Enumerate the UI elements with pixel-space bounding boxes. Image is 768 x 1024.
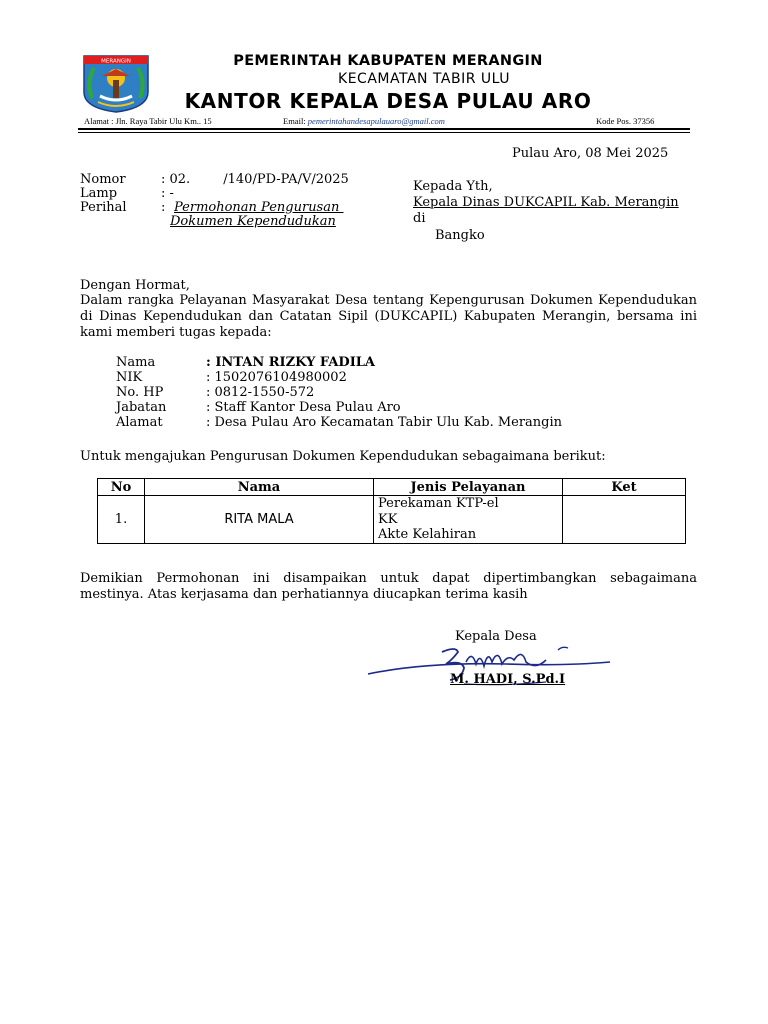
row-ket (563, 496, 686, 544)
email-label: Email: (283, 116, 306, 126)
letterhead-government: PEMERINTAH KABUPATEN MERANGIN (233, 53, 543, 69)
detail-label-nama: Nama (116, 355, 156, 370)
recipient-office: Kepala Dinas DUKCAPIL Kab. Merangin (413, 195, 679, 210)
header-no: No (98, 479, 145, 496)
letterhead-office: KANTOR KEPALA DESA PULAU ARO (184, 89, 592, 113)
greeting: Dengan Hormat, (80, 278, 190, 293)
row-no: 1. (98, 496, 145, 544)
detail-value-alamat: : Desa Pulau Aro Kecamatan Tabir Ulu Kab. Merangin (206, 415, 563, 430)
detail-value-hp: : 0812-1550-572 (206, 385, 315, 400)
service-table (97, 478, 686, 544)
logo-banner-text: MERANGIN (101, 58, 131, 65)
letterhead-email-row (283, 116, 445, 126)
letterhead-rule-thin (78, 132, 690, 133)
letterhead-postal-code: Kode Pos. 37356 (596, 116, 655, 126)
lamp-label: Lamp (80, 186, 118, 201)
detail-value-nik: : 1502076104980002 (206, 370, 347, 385)
closing-paragraph: Demikian Permohonan ini disampaikan untuk dapat dipertimbangkan sebagaimana mestinya. Atas kerjasama dan perhatiannya diucapkan terima kasih (80, 571, 697, 602)
perihal-line1: Permohonan Pengurusan (174, 200, 344, 215)
service-kk: KK (378, 511, 398, 527)
detail-label-nik: NIK (116, 370, 143, 385)
detail-values (206, 355, 686, 430)
detail-label-jabatan: Jabatan (116, 400, 167, 415)
email-address: pemerintahandesapulauaro@gmail.com (307, 116, 445, 126)
service-akte: Akte Kelahiran (378, 527, 477, 542)
lamp-value: : - (161, 186, 174, 201)
table-header-row (98, 479, 686, 496)
perihal-line2: Dokumen Kependudukan (170, 214, 336, 229)
body-paragraph-1: Dalam rangka Pelayanan Masyarakat Desa tentang Kepengurusan Dokumen Kependudukan di Dinas Kependudukan dan Catatan Sipil (DUKCAPIL) Kabupaten Merangin, bersama ini kami memberi tugas kepada: (80, 293, 697, 340)
nomor-value: : 02. /140/PD-PA/V/2025 (161, 172, 349, 187)
recipient-salutation: Kepada Yth, (413, 179, 493, 194)
recipient-di: di (413, 211, 426, 226)
row-nama: RITA MALA (145, 496, 374, 544)
nomor-label: Nomor (80, 172, 126, 187)
signature-title: Kepala Desa (455, 629, 537, 644)
regency-logo (80, 52, 152, 114)
row-services (374, 496, 563, 544)
letterhead-rule-thick (78, 128, 690, 130)
perihal-colon: : (161, 200, 166, 215)
letterhead-district: KECAMATAN TABIR ULU (338, 71, 510, 87)
service-ktp: Perekaman KTP-el (378, 496, 499, 511)
letterhead-address: Alamat : Jln. Raya Tabir Ulu Km.. 15 (84, 116, 212, 126)
recipient-city: Bangko (435, 228, 485, 243)
perihal-label: Perihal (80, 200, 127, 215)
table-intro: Untuk mengajukan Pengurusan Dokumen Kependudukan sebagaimana berikut: (80, 449, 606, 464)
detail-label-alamat: Alamat (116, 415, 163, 430)
detail-label-hp: No. HP (116, 385, 164, 400)
header-jenis: Jenis Pelayanan (374, 479, 563, 496)
header-nama: Nama (145, 479, 374, 496)
detail-value-nama: : INTAN RIZKY FADILA (206, 355, 376, 370)
letter-date: Pulau Aro, 08 Mei 2025 (512, 146, 669, 161)
header-ket: Ket (563, 479, 686, 496)
table-row (98, 496, 686, 544)
signatory-name: M. HADI, S.Pd.I (450, 672, 566, 687)
detail-value-jabatan: : Staff Kantor Desa Pulau Aro (206, 400, 401, 415)
